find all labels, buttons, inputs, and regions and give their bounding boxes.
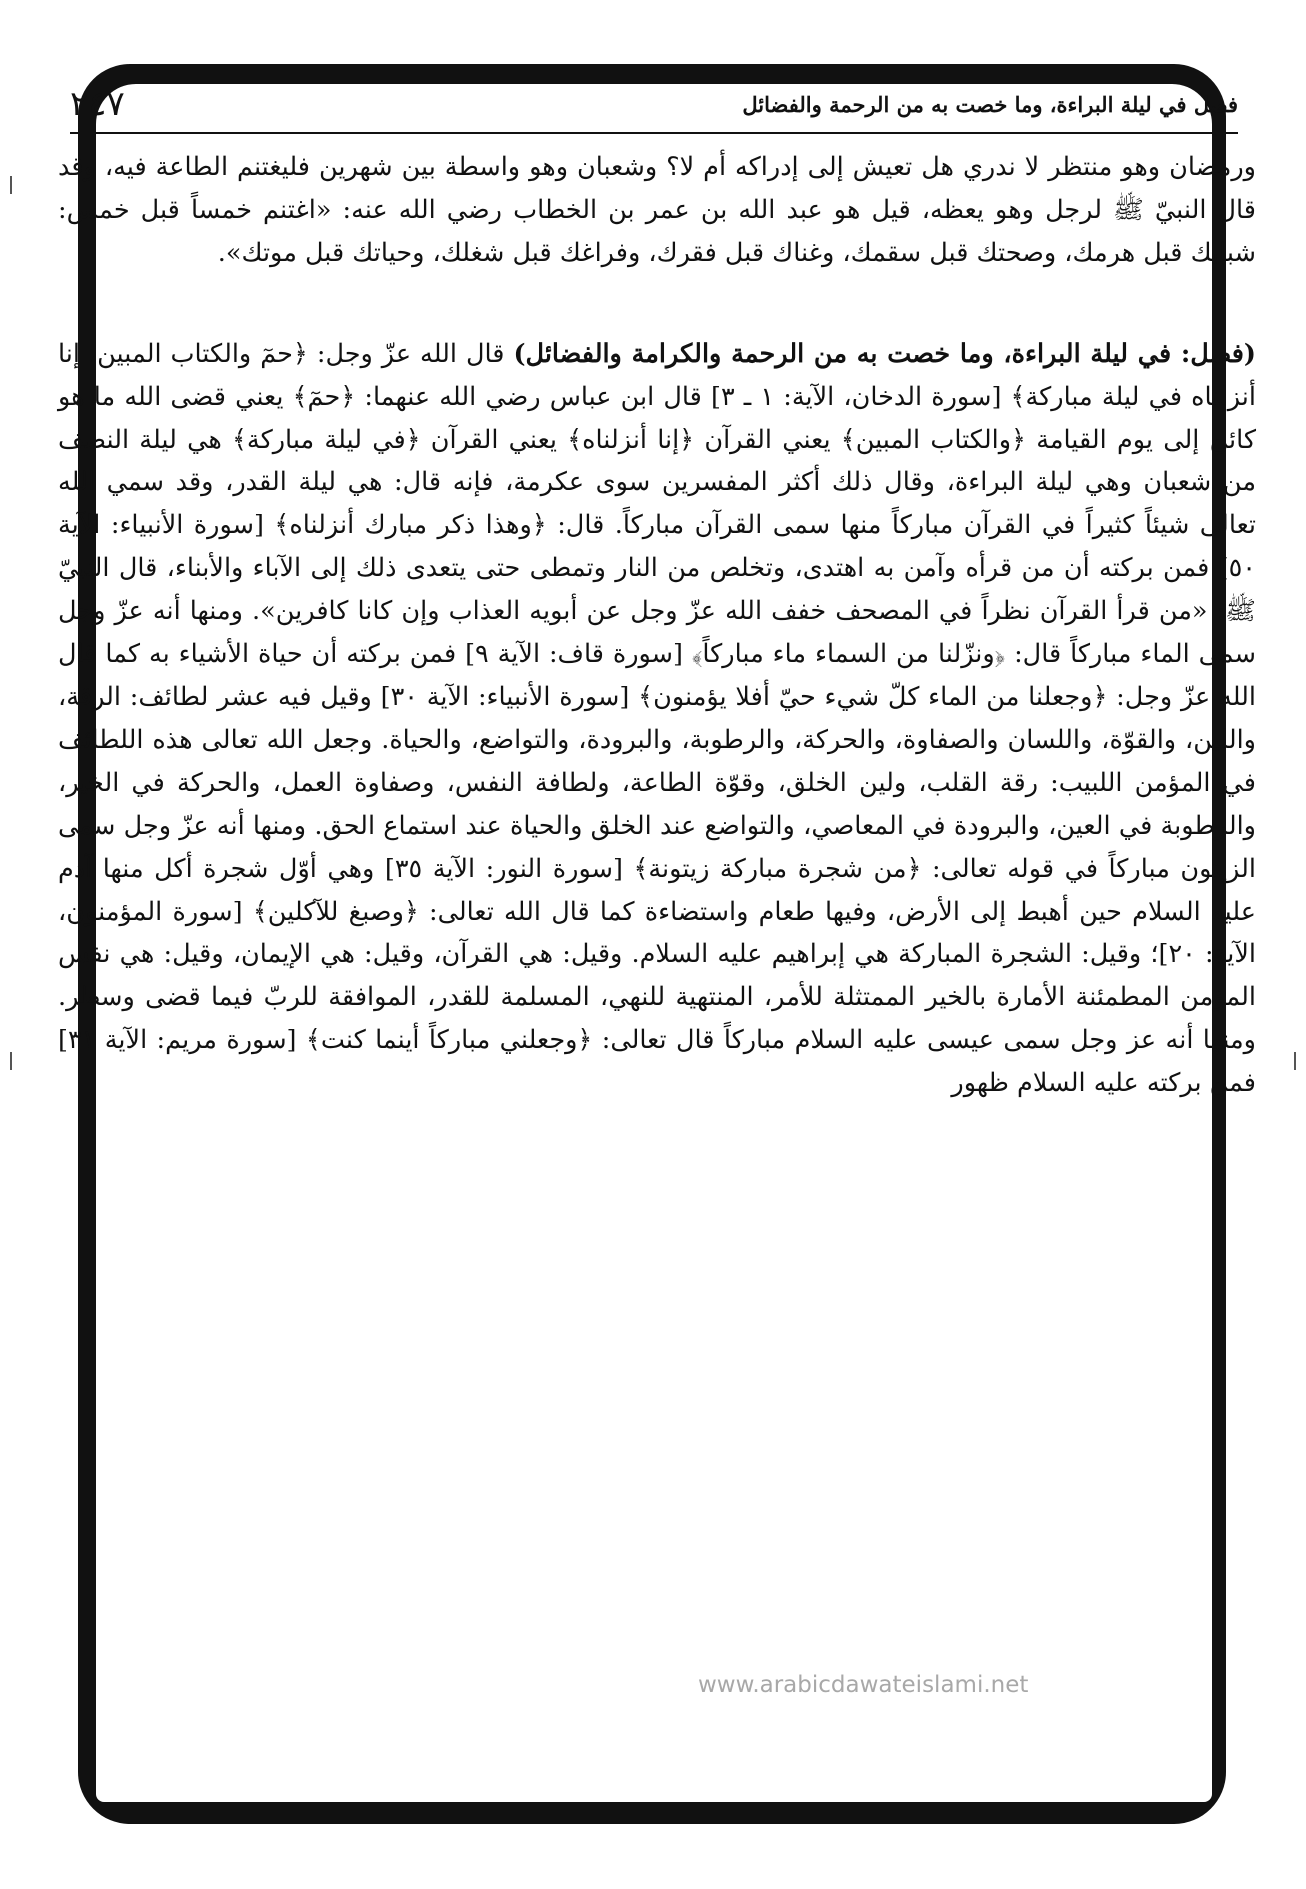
page-header: [70, 84, 1238, 134]
section-paragraph: [58, 333, 1256, 1105]
watermark: www.arabicdawateislami.net: [698, 1672, 1029, 1698]
page-number: ٢٤٧: [70, 84, 125, 124]
body-text: [58, 146, 1256, 1105]
margin-mark-left-bottom: [10, 1052, 12, 1070]
intro-paragraph: ورمضان وهو منتظر لا ندري هل تعيش إلى إدراكه أم لا؟ وشعبان وهو واسطة بين شهرين فليغتنم الطاعة فيه، وقد قال النبيّ ﷺ لرجل وهو يعظه، قيل هو عبد الله بن عمر بن الخطاب رضي الله عنه: «اغتنم خمساً قبل خمس: شبابك قبل هرمك، وصحتك قبل سقمك، وغناك قبل فقرك، وفراغك قبل شغلك، وحياتك قبل موتك».: [58, 152, 1256, 268]
margin-mark-left-top: [10, 176, 12, 194]
section-text: قال الله عزّ وجل: ﴿حمٓ والكتاب المبين، إنا أنزلناه في ليلة مباركة﴾ [سورة الدخان، الآية: ١ ـ ٣] قال ابن عباس رضي الله عنهما: ﴿حمٓ﴾ يعني قضى الله ما هو كائن إلى يوم القيامة ﴿والكتاب المبين﴾ يعني القرآن ﴿إنا أنزلناه﴾ يعني القرآن ﴿في ليلة مباركة﴾ هي ليلة النصف من شعبان وهي ليلة البراءة، وقال ذلك أكثر المفسرين سوى عكرمة، فإنه قال: هي ليلة القدر، وقد سمي الله تعالى شيئاً كثيراً في القرآن مباركاً منها سمى القرآن مباركاً. قال: ﴿وهذا ذكر مبارك أنزلناه﴾ [سورة الأنبياء: الآية ٥٠] فمن بركته أن من قرأه وآمن به اهتدى، وتخلص من النار وتمطى حتى يتعدى ذلك إلى الآباء والأبناء، قال النبيّ ﷺ: «من قرأ القرآن نظراً في المصحف خفف الله عزّ وجل عن أبويه العذاب وإن كانا كافرين». ومنها أنه عزّ وجل سمى الماء مباركاً قال: ﴿ونزّلنا من السماء ماء مباركاً﴾ [سورة قاف: الآية ٩] فمن بركته أن حياة الأشياء به كما قال الله عزّ وجل: ﴿وجعلنا من الماء كلّ شيء حيّ أفلا يؤمنون﴾ [سورة الأنبياء: الآية ٣٠] وقيل فيه عشر لطائف: الرقة، واللين، والقوّة، واللسان والصفاوة، والحركة، والرطوبة، والبرودة، والتواضع، والحياة. وجعل الله تعالى هذه اللطائف في المؤمن اللبيب: رقة القلب، ولين الخلق، وقوّة الطاعة، ولطافة النفس، وصفاوة العمل، والحركة في الخير، والرطوبة في العين، والبرودة في المعاصي، والتواضع عند الخلق والحياة عند استماع الحق. ومنها أنه عزّ وجل سمى الزيتون مباركاً في قوله تعالى: ﴿من شجرة مباركة زيتونة﴾ [سورة النور: الآية ٣٥] وهي أوّل شجرة أكل منها آدم عليه السلام حين أهبط إلى الأرض، وفيها طعام واستضاءة كما قال الله تعالى: ﴿وصبغ للآكلين﴾ [سورة المؤمنون، الآية: ٢٠]؛ وقيل: الشجرة المباركة هي إبراهيم عليه السلام. وقيل: هي القرآن، وقيل: هي الإيمان، وقيل: هي نفس المؤمن المطمئنة الأمارة بالخير الممتثلة للأمر، المنتهية للنهي، المسلمة للقدر، الموافقة للربّ فيما قضى وسطر. ومنها أنه عز وجل سمى عيسى عليه السلام مباركاً قال تعالى: ﴿وجعلني مباركاً أينما كنت﴾ [سورة مريم: الآية ٣١] فمن بركته عليه السلام ظهور: [58, 338, 1257, 1099]
margin-mark-right: [1294, 1052, 1296, 1070]
running-title: فصل في ليلة البراءة، وما خصت به من الرحمة والفضائل: [742, 92, 1238, 117]
section-heading: (فصل: في ليلة البراءة، وما خصت به من الرحمة والكرامة والفضائل): [513, 338, 1256, 369]
